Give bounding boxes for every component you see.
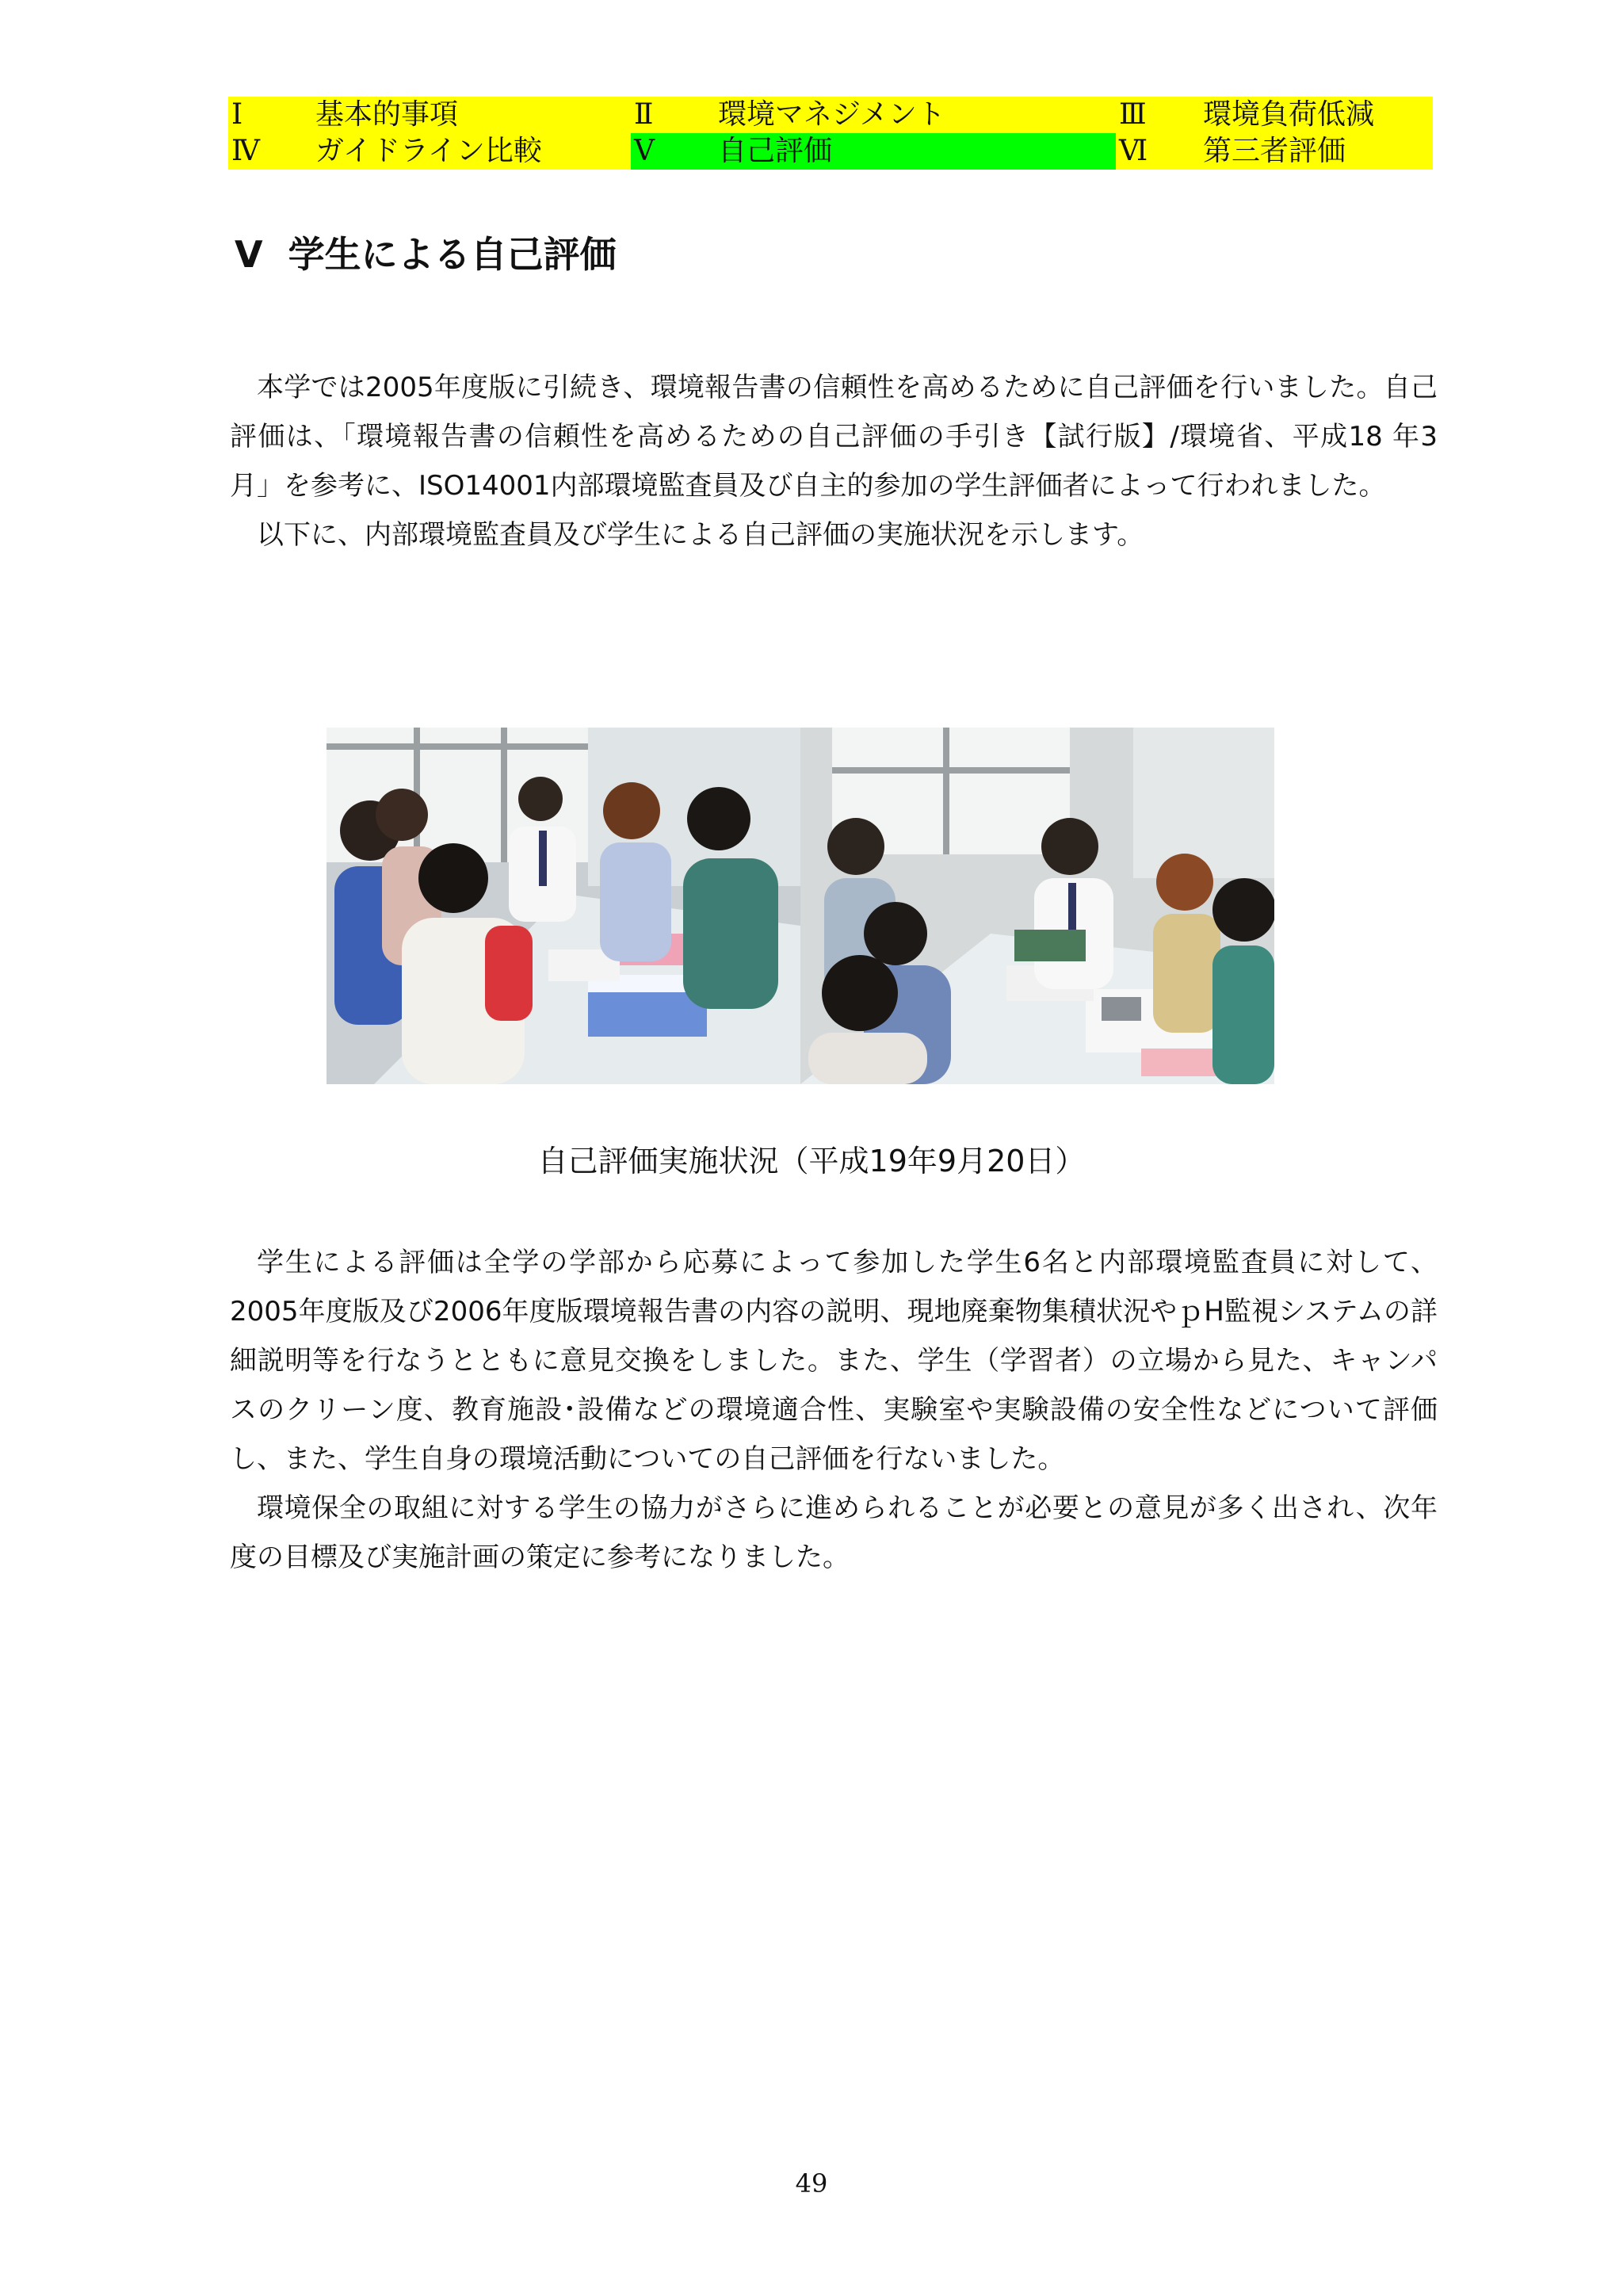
nav-item-number: Ⅲ — [1119, 98, 1147, 131]
meeting-photos — [327, 728, 1274, 1084]
nav-item-label: 基本的事項 — [315, 98, 459, 131]
nav-item-number: Ⅴ — [634, 135, 655, 167]
section-number: V — [235, 233, 263, 276]
nav-item-number: Ⅱ — [634, 98, 654, 131]
nav-item-environmental-management[interactable] — [631, 97, 1116, 133]
intro-paragraph-2: 以下に、内部環境監査員及び学生による自己評価の実施状況を示します。 — [257, 519, 1144, 551]
evaluation-text — [230, 1238, 1438, 1582]
nav-item-third-party-evaluation[interactable] — [1116, 133, 1433, 170]
photo-caption: 自己評価実施状況（平成19年9月20日） — [537, 1144, 1086, 1179]
nav-item-guideline-comparison[interactable] — [228, 133, 631, 170]
meeting-photo-right-image — [800, 728, 1274, 1084]
section-title — [235, 226, 617, 278]
nav-item-label: 第三者評価 — [1203, 135, 1346, 167]
evaluation-paragraph-2: 環境保全の取組に対する学生の協力がさらに進められることが必要との意見が多く出され、次年度の目標及び実施計画の策定に参考になりました。 — [230, 1492, 1438, 1573]
page-number: 49 — [795, 2168, 828, 2199]
intro-text — [230, 363, 1438, 560]
nav-item-label: 環境負荷低減 — [1203, 98, 1375, 131]
nav-item-number: Ⅵ — [1119, 135, 1148, 167]
nav-item-load-reduction[interactable] — [1116, 97, 1433, 133]
meeting-photo-right — [800, 728, 1274, 1084]
evaluation-paragraph-1: 学生による評価は全学の学部から応募によって参加した学生6名と内部環境監査員に対して、2005年度版及び2006年度版環境報告書の内容の説明、現地廃棄物集積状況やｐH監視システムの詳細説明等を行なうとともに意見交換をしました。また、学生（学習者）の立場から見た、キャンパスのクリーン度、教育施設･設備などの環境適合性、実験室や実験設備の安全性などについて評価し、また、学生自身の環境活動についての自己評価を行ないました。 — [230, 1247, 1438, 1475]
nav-item-label: 自己評価 — [718, 135, 833, 167]
chapter-navigation — [228, 97, 1433, 170]
section-title-text: 学生による自己評価 — [288, 233, 617, 276]
intro-paragraph-1: 本学では2005年度版に引続き、環境報告書の信頼性を高めるために自己評価を行いました。自己評価は、「環境報告書の信頼性を高めるための自己評価の手引き【試行版】/環境省、平成18 年3 月」を参考に、ISO14001内部環境監査員及び自主的参加の学生評価者によって行われました。 — [230, 372, 1438, 502]
meeting-photo-left-image — [327, 728, 800, 1084]
nav-item-label: ガイドライン比較 — [315, 135, 542, 167]
nav-item-basic-matters[interactable] — [228, 97, 631, 133]
nav-item-number: Ⅳ — [231, 135, 260, 167]
meeting-photo-left — [327, 728, 800, 1084]
nav-item-self-evaluation[interactable] — [631, 133, 1116, 170]
nav-item-label: 環境マネジメント — [718, 98, 945, 131]
nav-item-number: Ⅰ — [231, 98, 243, 131]
